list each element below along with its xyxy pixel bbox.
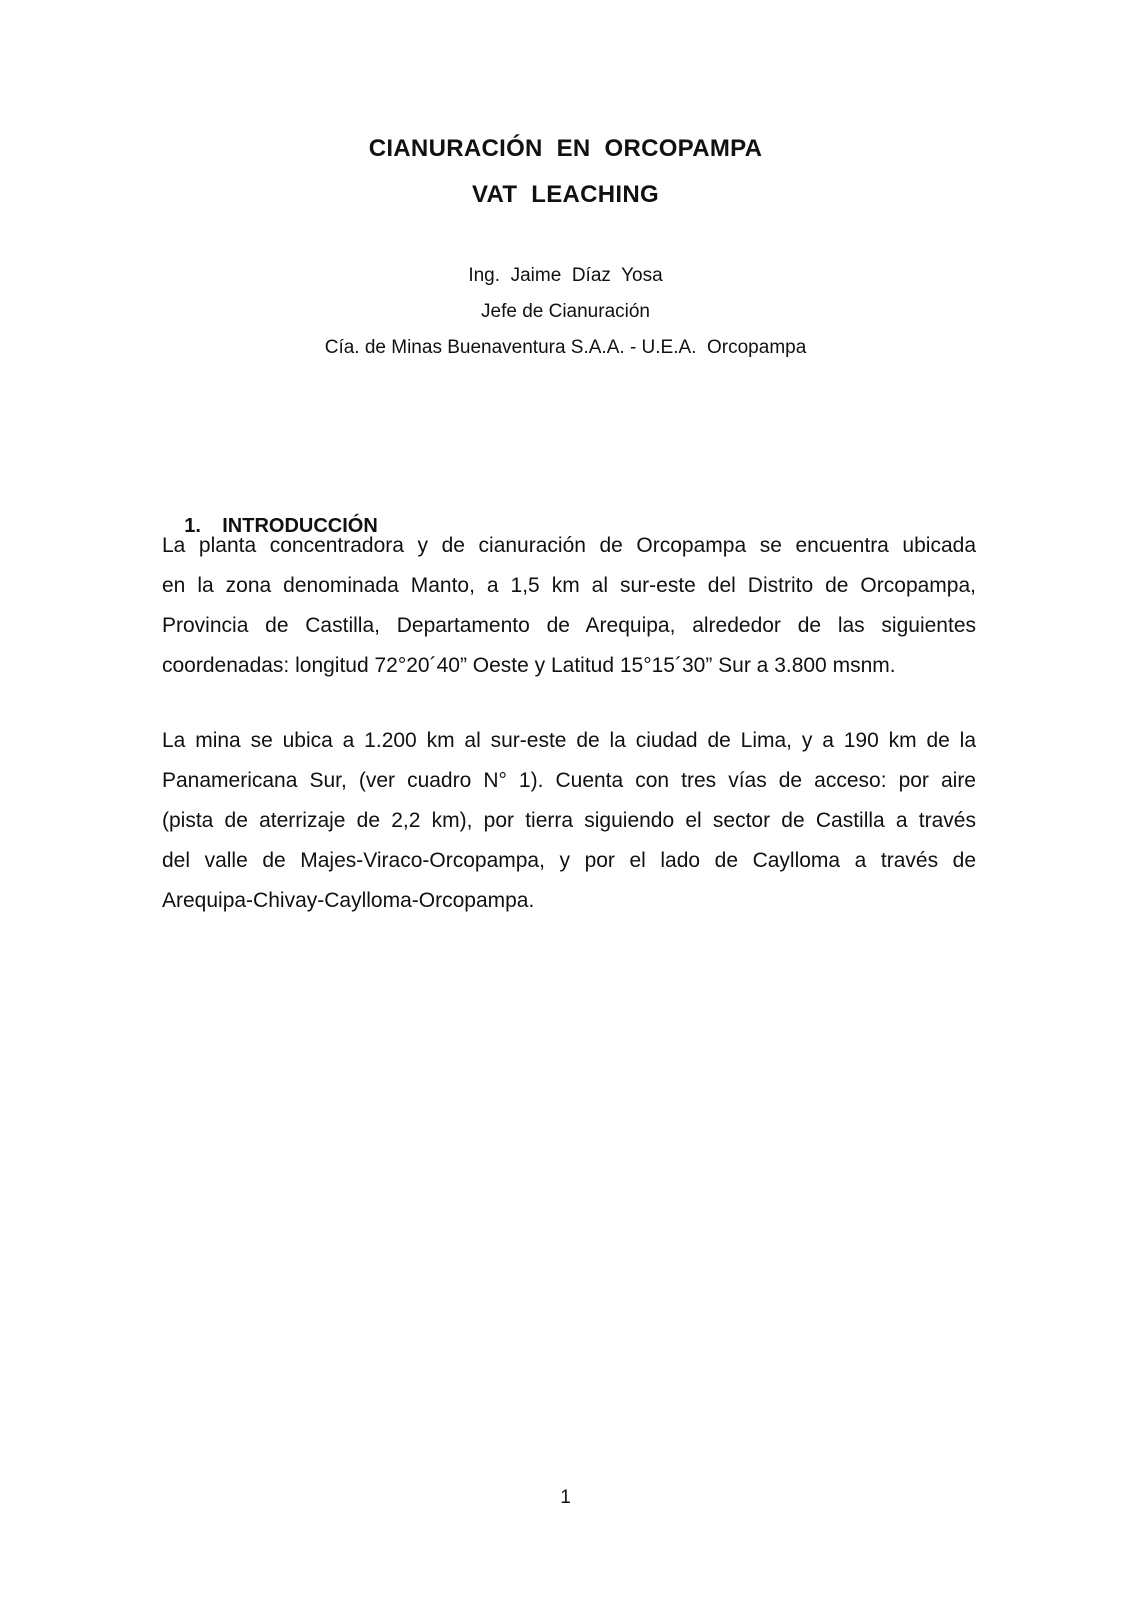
paragraph-line: coordenadas: longitud 72°20´40” Oeste y Latitud 15°15´30” Sur a 3.800 msnm. <box>162 654 896 677</box>
document-subtitle: VAT LEACHING <box>471 181 659 208</box>
paragraph-line: Arequipa-Chivay-Caylloma-Orcopampa. <box>162 889 535 912</box>
section-number: 1. <box>184 515 201 537</box>
paragraph-line: La mina se ubica a 1.200 km al sur-este de la ciudad de Lima, y a 190 km de la <box>162 729 976 752</box>
paragraph-line: La planta concentradora y de cianuración de Orcopampa se encuentra ubicada <box>162 534 976 557</box>
paragraph-line: (pista de aterrizaje de 2,2 km), por tierra siguiendo el sector de Castilla a través <box>162 809 976 832</box>
paragraph-line: del valle de Majes-Viraco-Orcopampa, y por el lado de Caylloma a través de <box>162 849 976 872</box>
author-position: Jefe de Cianuración <box>481 301 650 322</box>
page-number: 1 <box>560 1487 571 1508</box>
document-title: CIANURACIÓN EN ORCOPAMPA <box>368 135 763 162</box>
body-paragraph <box>162 526 976 686</box>
section-title: INTRODUCCIÓN <box>222 515 378 537</box>
paragraph-line: en la zona denominada Manto, a 1,5 km al sur-este del Distrito de Orcopampa, <box>162 574 976 597</box>
body-paragraph <box>162 721 976 921</box>
paragraph-line: Provincia de Castilla, Departamento de Arequipa, alrededor de las siguientes <box>162 614 976 637</box>
author-organization: Cía. de Minas Buenaventura S.A.A. - U.E.A. Orcopampa <box>324 337 807 358</box>
author-name: Ing. Jaime Díaz Yosa <box>468 265 663 286</box>
paragraph-line: Panamericana Sur, (ver cuadro N° 1). Cuenta con tres vías de acceso: por aire <box>162 769 976 792</box>
